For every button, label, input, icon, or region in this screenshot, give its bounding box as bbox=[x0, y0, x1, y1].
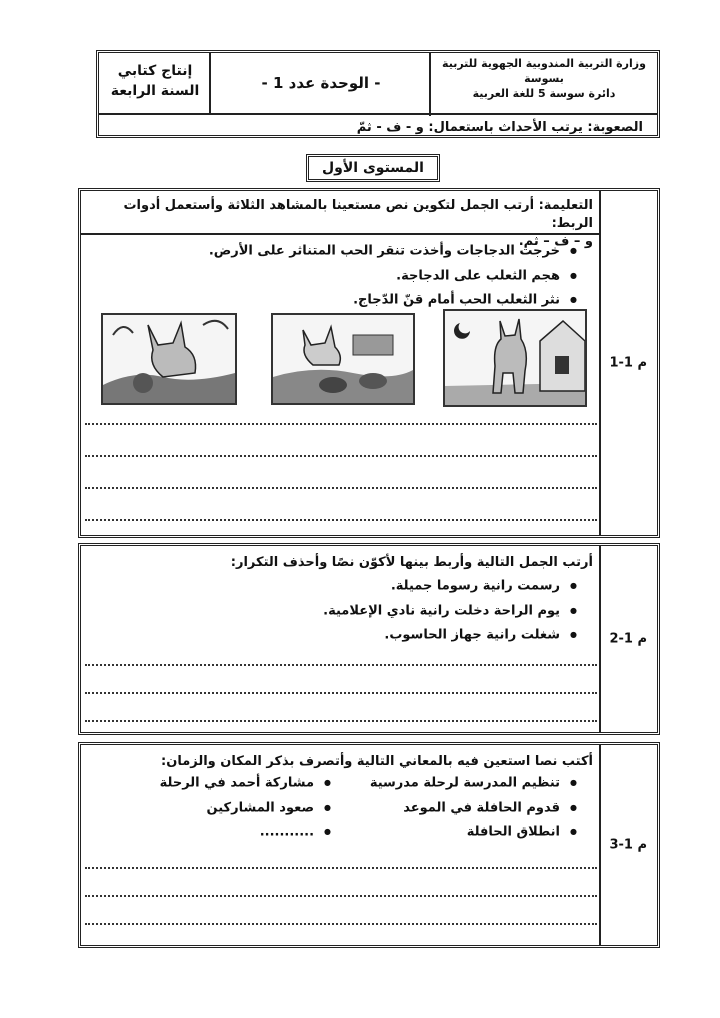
list-item: ● ........... bbox=[111, 820, 331, 845]
ministry-line: بسوسة bbox=[524, 72, 564, 85]
instruction: أكتب نصا استعين فيه بالمعاني التالية وأتصرف بذكر المكان والزمان: bbox=[161, 754, 593, 769]
ministry-line: وزارة التربية المندوبية الجهوية للتربية bbox=[442, 57, 646, 70]
ministry-block bbox=[429, 53, 657, 116]
subject-block bbox=[99, 53, 211, 121]
exercise-label: م 1-2 bbox=[599, 546, 657, 732]
list-item: ● شغلت رانية جهاز الحاسوب. bbox=[97, 623, 577, 648]
list-item: ● صعود المشاركين bbox=[111, 796, 331, 821]
difficulty-line: الصعوبة: يرتب الأحداث باستعمال: و - ف - ثمّ bbox=[99, 113, 657, 140]
list-item: ● رسمت رانية رسوما جميلة. bbox=[97, 574, 577, 599]
exercise-section-2 bbox=[78, 543, 660, 735]
list-item: ● انطلاق الحافلة bbox=[337, 820, 577, 845]
list-item: ● قدوم الحافلة في الموعد bbox=[337, 796, 577, 821]
scene-fox-scatters-grain bbox=[443, 309, 587, 407]
header-table bbox=[96, 50, 660, 138]
ideas-column-right bbox=[337, 771, 577, 845]
sentence-list bbox=[97, 239, 577, 313]
list-item: ● خرجت الدجاجات وأخذت تنقر الحب المتناثر على الأرض. bbox=[97, 239, 577, 264]
exercise-section-3 bbox=[78, 742, 660, 948]
list-item: ● نثر الثعلب الحب أمام قنّ الدّجاج. bbox=[97, 288, 577, 313]
unit-title: - الوحدة عدد 1 - bbox=[209, 53, 431, 113]
list-item: ● تنظيم المدرسة لرحلة مدرسية bbox=[337, 771, 577, 796]
scene-fox-attacks-hen bbox=[101, 313, 237, 405]
ideas-column-left bbox=[111, 771, 331, 845]
instruction: التعليمة: أرتب الجمل لتكوين نص مستعينا بالمشاهد الثلاثة وأستعمل أدوات الربط: و – ف – ثم. bbox=[123, 198, 593, 249]
list-item: ● مشاركة أحمد في الرحلة bbox=[111, 771, 331, 796]
exercise-label: م 1-1 bbox=[599, 191, 657, 535]
list-item: ● يوم الراحة دخلت رانية نادي الإعلامية. bbox=[97, 599, 577, 624]
exercise-section-1 bbox=[78, 188, 660, 538]
list-item: ● هجم الثعلب على الدجاجة. bbox=[97, 264, 577, 289]
grade-level: السنة الرابعة bbox=[110, 83, 200, 99]
sentence-list bbox=[97, 574, 577, 648]
ministry-line: دائرة سوسة 5 للغة العربية bbox=[472, 87, 616, 100]
instruction: أرتب الجمل التالية وأربط بينها لأكوّن نصًا وأحذف التكرار: bbox=[230, 555, 593, 570]
subject-name: إنتاج كتابي bbox=[117, 63, 193, 79]
level-title: المستوى الأول bbox=[306, 154, 440, 182]
scene-hens-pecking bbox=[271, 313, 415, 405]
exercise-label: م 1-3 bbox=[599, 745, 657, 945]
